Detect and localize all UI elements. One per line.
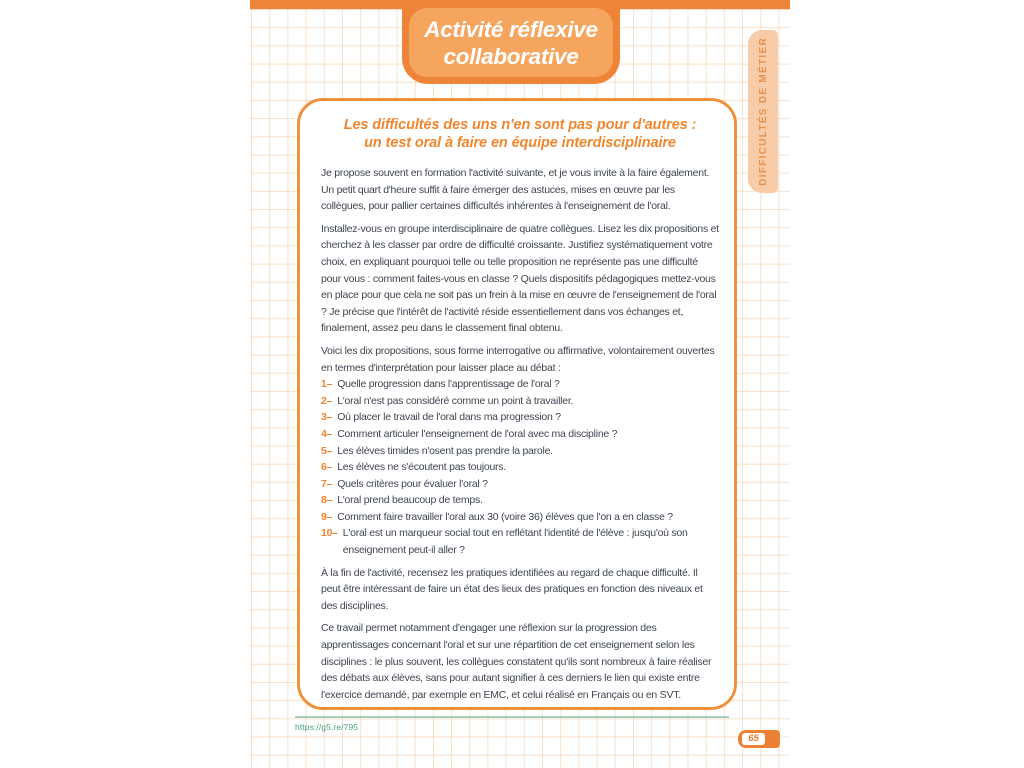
page-number-box [742,733,765,745]
card-title [321,116,719,152]
proposition-text: Comment articuler l'enseignement de l'oral avec ma discipline ? [337,427,618,440]
proposition-text: Comment faire travailler l'oral aux 30 (voire 36) élèves que l'on a en classe ? [337,510,673,523]
proposition-text: L'oral est un marqueur social tout en reflétant l'identité de l'élève : jusqu'où son enseignement peut-il aller ? [342,527,688,557]
proposition-item [321,393,719,410]
activity-card [297,98,737,710]
paragraph: Installez-vous en groupe interdisciplinaire de quatre collègues. Lisez les dix propositions et cherchez à les classer par ordre de difficulté croissante. Justifiez systématiquement votre choix, en expliquant pourquoi telle ou telle proposition ne représente pas une difficulté pour vous : comment faites-vous en classe ? Quels dispositifs pédagogiques mettez-vous en place pour que cela ne soit pas un frein à la mise en œuvre de l'enseignement de l'oral ? Je précise que l'intérêt de l'activité réside essentiellement dans vos échanges et, finalement, assez peu dans le classement final obtenu. [321,222,719,335]
paragraph: À la fin de l'activité, recensez les pratiques identifiées au regard de chaque difficulté. Il peut être intéressant de faire un état des lieux des pratiques en fonction des niveaux et des disciplines. [321,566,703,612]
grid-paper-background [250,0,790,768]
proposition-number: 9– [321,510,333,523]
proposition-text: Les élèves ne s'écoutent pas toujours. [337,461,506,474]
card-title-line-2: un test oral à faire en équipe interdisciplinaire [364,135,676,151]
card-title-line-1: Les difficultés des uns n'en sont pas pour d'autres : [343,117,697,133]
page-number: 65 [748,733,759,745]
card-body [321,165,719,703]
footer-url-link[interactable]: https://g5.re/795 [295,722,359,732]
proposition-item [321,525,719,558]
proposition-item [321,459,719,476]
proposition-item [321,376,719,393]
activity-title-line-2: collaborative [443,43,579,69]
proposition-text: L'oral prend beaucoup de temps. [337,494,483,507]
proposition-number: 2– [321,394,333,407]
activity-header-inner [409,8,613,77]
paragraph: Voici les dix propositions, sous forme interrogative ou affirmative, volontairement ouvertes en termes d'interprétation pour laisser place au débat : [321,344,715,374]
proposition-text: Quelle progression dans l'apprentissage de l'oral ? [337,378,560,391]
proposition-number: 8– [321,494,333,507]
proposition-number: 4– [321,427,333,440]
page-number-badge [738,730,780,748]
proposition-text: Les élèves timides n'osent pas prendre la parole. [337,444,553,457]
proposition-number: 10– [321,527,338,540]
proposition-number: 1– [321,378,333,391]
activity-title-line-1: Activité réflexive [424,16,598,42]
proposition-item [321,443,719,460]
proposition-item [321,409,719,426]
paragraph: Ce travail permet notamment d'engager une réflexion sur la progression des apprentissages concernant l'oral et sur une répartition de cet enseignement selon les disciplines : le plus souvent, les collègues constatent qu'ils sont nombreux à faire réaliser des débats aux élèves, sans pour autant signifier à ces derniers le lien qui existe entre l'exercice demandé, par exemple en EMC, et celui réalisé en Français ou en SVT. [321,622,712,701]
chapter-side-tab-label: DIFFICULTÉS DE MÉTIER [757,37,769,186]
proposition-item [321,492,719,509]
proposition-number: 6– [321,461,333,474]
paragraph: Je propose souvent en formation l'activité suivante, et je vous invite à la faire également. Un petit quart d'heure suffit à faire émerger des astuces, mises en œuvre par les collègues, pour pallier certaines difficultés inhérentes à l'enseignement de l'oral. [321,167,710,213]
proposition-item [321,509,719,526]
activity-header-badge [402,0,620,84]
propositions-list [321,376,719,559]
proposition-number: 5– [321,444,333,457]
footer-divider-line [295,716,729,718]
proposition-number: 3– [321,411,333,424]
proposition-item [321,426,719,443]
intro-paragraphs [321,165,719,376]
chapter-side-tab [748,30,778,193]
proposition-number: 7– [321,477,333,490]
proposition-item [321,476,719,493]
outro-paragraphs [321,565,719,704]
proposition-text: Où placer le travail de l'oral dans ma progression ? [337,411,561,424]
proposition-text: L'oral n'est pas considéré comme un point à travailler. [337,394,574,407]
proposition-text: Quels critères pour évaluer l'oral ? [337,477,488,490]
